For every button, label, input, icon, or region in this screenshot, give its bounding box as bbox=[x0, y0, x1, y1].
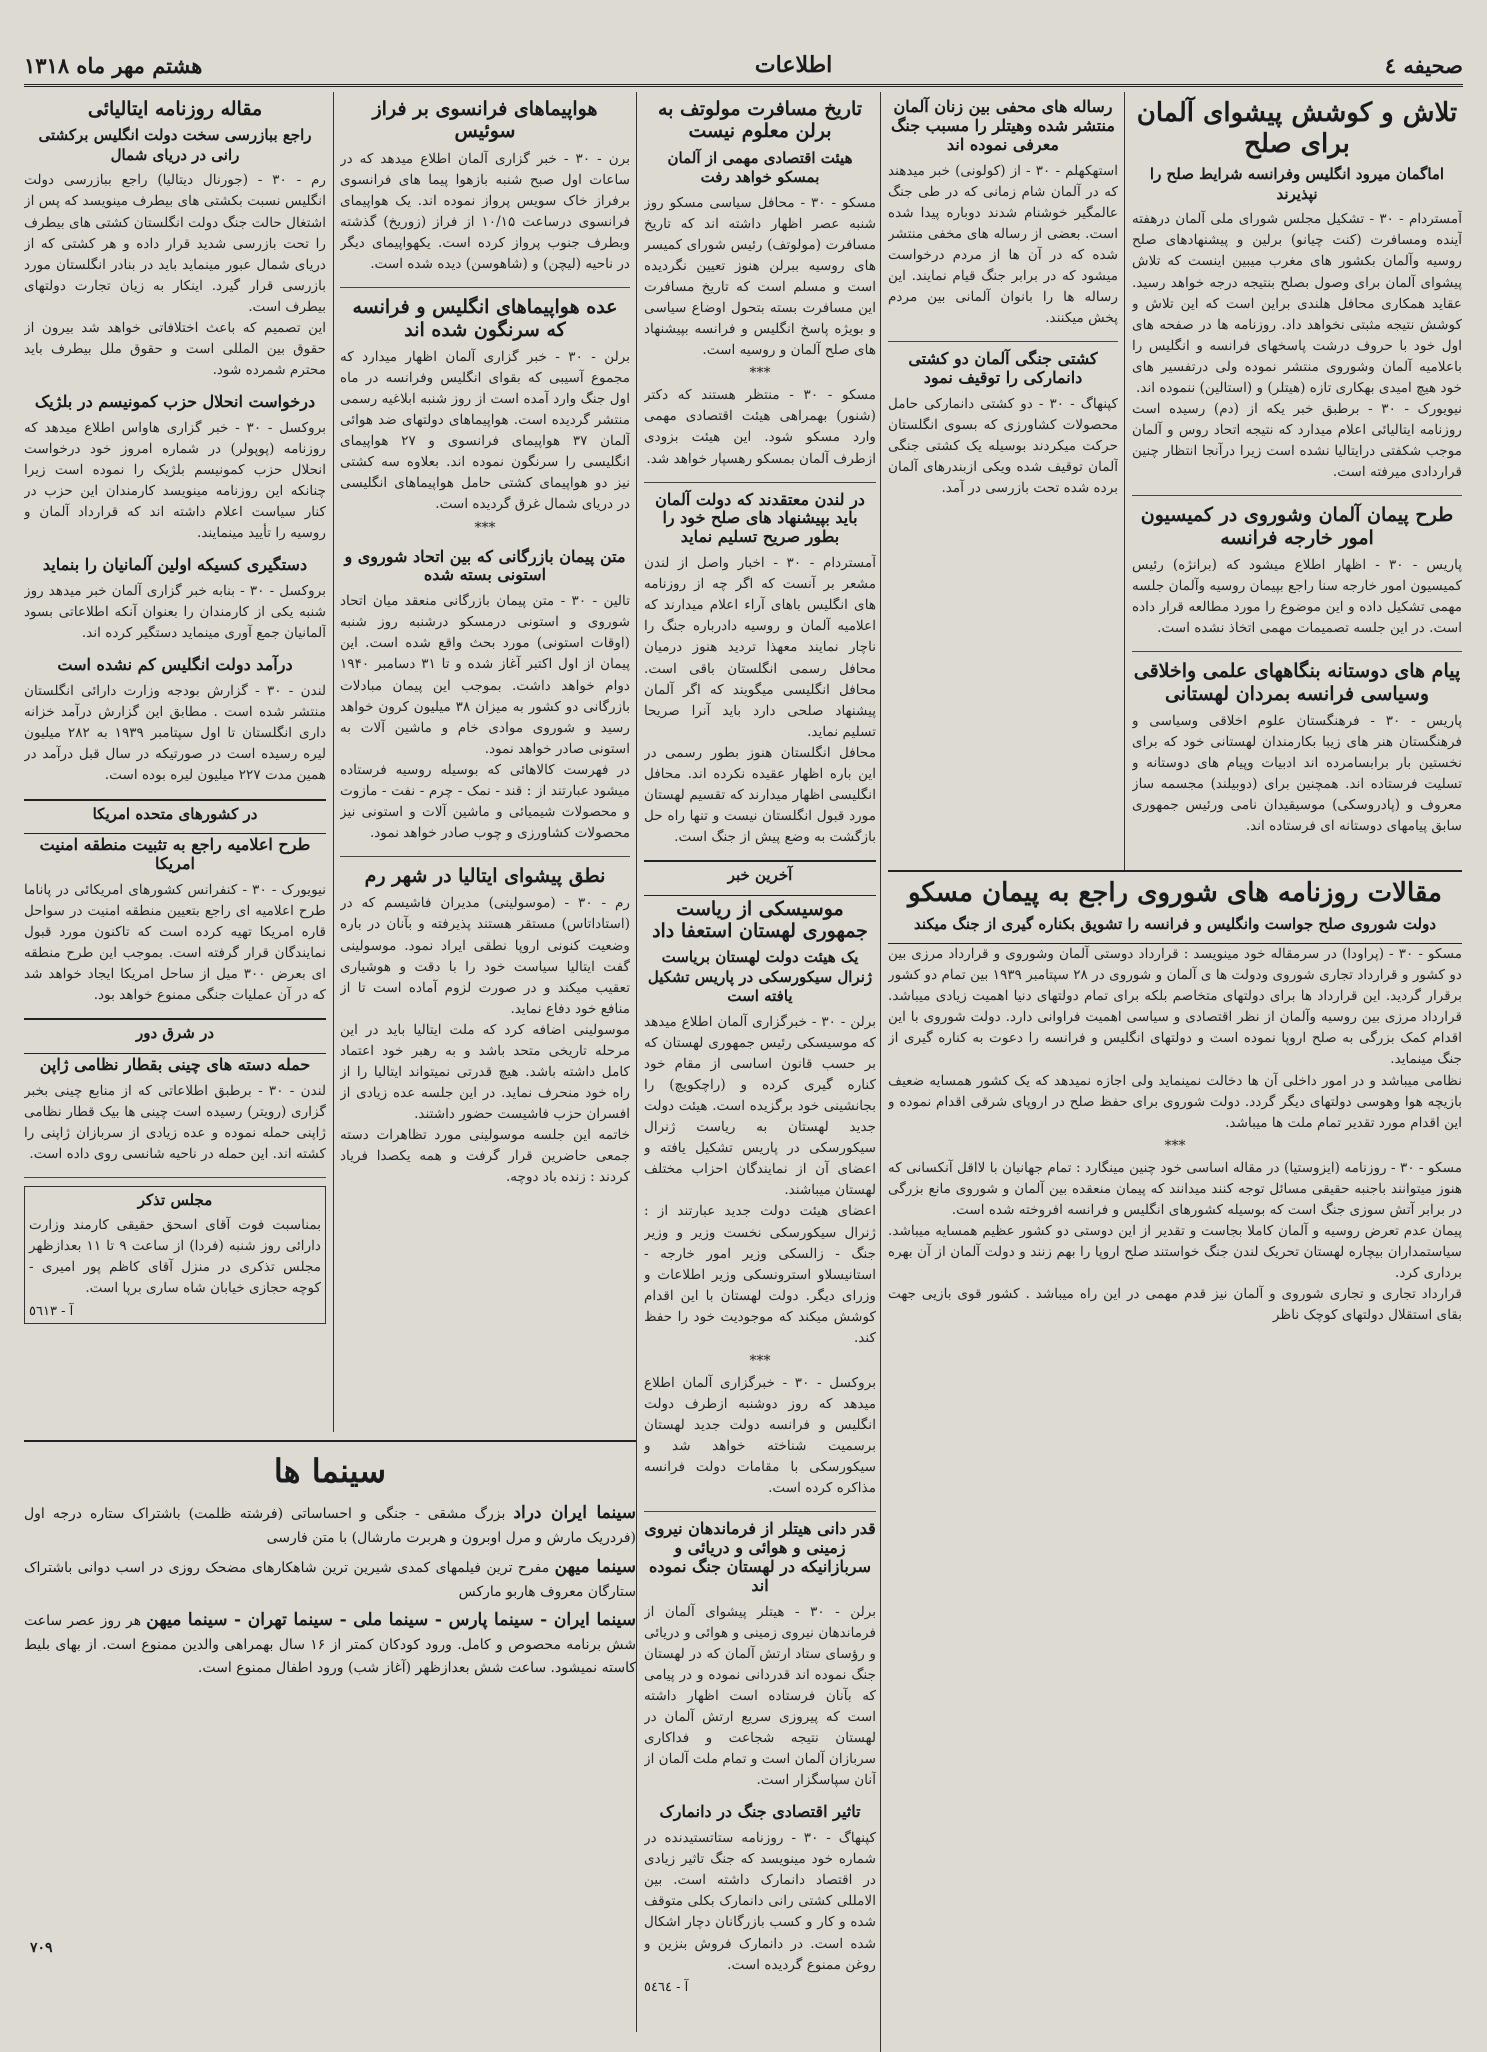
article-body: در فهرست کالاهائی که بوسیله روسیه فرستاده میشود عبارتند از : قند - نمک - چرم - نفت - مازوت و محصولات شیمیائی و ماشین آلات و استونی نیز محصولات کشاورزی و چوب صادر خواهد نمود. bbox=[340, 761, 630, 841]
headline: عده هواپیماهای انگلیس و فرانسه که سرنگون شده اند bbox=[352, 296, 618, 341]
divider bbox=[340, 287, 630, 288]
column-3 bbox=[340, 96, 630, 1431]
article-body: کپنهاگ - ۳۰ - دو کشتی دانمارکی حامل محصولات کشاورزی که بسوی انگلستان حرکت میکردند بوسیله یک کشتی جنگی آلمان توقیف شده ویکی ازبندرهای آلمان برده شده تحت بازرسی در آمد. bbox=[888, 395, 1118, 497]
article-body: نیویورک - ۳۰ - برطبق خبر یکه از (دم) رسیده است روزنامه ایتالیائی اعلام میدارد که نتیجه اتحاد روس و آلمان موجب شکفتی درایتالیا نشده است زیرا درآنجا انتظار چنین قراردادی میرفته است. bbox=[1132, 400, 1462, 481]
section-head-far-east bbox=[24, 1018, 326, 1054]
separator-stars: *** bbox=[749, 365, 771, 382]
headline: حمله دسته های چینی بقطار نظامی ژاپن bbox=[39, 1054, 311, 1074]
article-moscicki bbox=[644, 898, 876, 1500]
issue-date: هشتم مهر ماه ۱۳۱۸ bbox=[24, 52, 203, 78]
soviet-press-section bbox=[888, 870, 1462, 2020]
article-china-attack bbox=[24, 1056, 326, 1165]
article-body: برن - ۳۰ - خبر گزاری آلمان اطلاع میدهد که در ساعات اول صبح شنبه بازهوا پیما های فرانسوی برفراز خاک سویس پرواز نموده اند. یک هواپیمای فرانسوی درساعت ۱۰/۱۵ از فراز (زوریخ) گذشته وبطرف جنوب پرواز کرده است. یکهواپیمای دیگر در ناحیه (لیچن) و (شاهوسن) دیده شده است. bbox=[340, 150, 630, 273]
subheadline: هیئت اقتصادی مهمی از آلمان بمسکو خواهد رفت bbox=[667, 148, 853, 187]
cinema-listing bbox=[24, 1554, 636, 1604]
article-planes-downed bbox=[340, 296, 630, 535]
article-body: لندن - ۳۰ - برطبق اطلاعاتی که از منابع چینی بخبر گزاری (رویتر) رسیده است چینی ها بیک قطار نظامی ژاپنی حمله نموده و عده زیادی از سربازان ژاپنی را کشته اند. این حمله در ناحیه شانسی روی داده است. bbox=[24, 1082, 326, 1162]
subheadline: دولت شوروی صلح جواست وانگلیس و فرانسه را تشویق بکناره گیری از جنگ میکند bbox=[913, 914, 1437, 933]
latest-news-title: آخرین خبر bbox=[727, 866, 793, 885]
cinema-name: سینما ایران دراد bbox=[513, 1503, 636, 1523]
headline: مقالات روزنامه های شوروی راجع به پیمان مسکو bbox=[908, 878, 1442, 908]
divider bbox=[644, 482, 876, 483]
section-head-usa bbox=[24, 799, 326, 835]
article-french-planes bbox=[340, 98, 630, 275]
article-body: پیمان عدم تعرض روسیه و آلمان کاملا بجاست و تقدیر از این دوستی دو کشور عظیم همسایه میباشد. سیاستمداران بیچاره لهستان تحریک لندن جنگ خواستند صلح اروپا را بهم زنند و دولت آلمان از آن بهره برداری کرد. bbox=[888, 1222, 1462, 1282]
column-2 bbox=[644, 96, 876, 2026]
cinema-description: مفرح ترین فیلمهای کمدی شیرین ترین شاهکارهای مضحک روزی در اسب دوانی باشتراک ستارگان معروف هاربو مارکس bbox=[24, 1559, 636, 1600]
article-body: برلن - ۳۰ - هیتلر پیشوای آلمان از فرماندهان نیروی زمینی و هوائی و دریائی و رؤسای ستاد ارتش آلمان که در لهستان جنگ نموده اند قدردانی نموده و در پیامی که بآنان فرستاده است اظهار داشته است که پیروزی سریع ارتش آلمان در لهستان نتیجه شجاعت و فداکاری سربازان آلمان است و تمام ملت آلمان از آنان سپاسگزار است. bbox=[644, 1603, 876, 1789]
headline: نطق پیشوای ایتالیا در شهر رم bbox=[364, 865, 606, 887]
headline: تاثیر اقتصادی جنگ در دانمارک bbox=[659, 1802, 861, 1822]
article-body: موسولینی اضافه کرد که ملت ایتالیا باید در این مرحله تاریخی متحد باشد و به رهبر خود اعتماد کامل داشته باشد. هیچ قدرتی نمیتواند ایتالیا را از راه خود منحرف نماید. در این جلسه عده زیادی از افسران حزب فاشیست حضور داشتند. bbox=[340, 1021, 630, 1123]
article-body: مسکو - ۳۰ - روزنامه (ایزوستیا) در مقاله اساسی خود چنین مینگارد : تمام جهانیان با لااقل آنکسانی که هنوز میتوانند باجنبه حقیقی مسائل توجه کنند میدانند که پیمان منعقده بین آلمان و شوروی مانع بزرگی در برابر آتش سوزی جنگ است که بوسیله کشورهای انگلیس و فرانسه افروخته شده است. bbox=[888, 1159, 1462, 1218]
article-body: بروکسل - ۳۰ - خبرگزاری آلمان اطلاع میدهد که روز دوشنبه ازطرف دولت انگلیس و فرانسه دولت جدید لهستان برسمیت شناخته خواهد شد و سیکورسکی با مقامات دولت فرانسه مذاکره کرده است. bbox=[644, 1374, 876, 1497]
headline: پیام های دوستانه بنگاههای علمی واخلاقی وسیاسی فرانسه بمردان لهستانی bbox=[1133, 660, 1461, 705]
paper-name: اطلاعات bbox=[754, 52, 833, 78]
article-body: مسکو - ۳۰ - محافل سیاسی مسکو روز شنبه عصر اظهار داشته اند که تاریخ مسافرت (مولوتف) رئیس شورای کمیسر های روسیه ببرلن هنوز تعیین نگردیده است و مسلم است که تاریخ مسافرت این مسافرت بسته بتحول اوضاع سیاسی و بویژه پاسخ انگلیس و فرانسه بپیشنهاد های صلح آلمان و روسیه است. bbox=[644, 194, 876, 359]
subheadline: راجع ببازرسی سخت دولت انگلیس برکشتی رانی در دریای شمال bbox=[38, 126, 312, 164]
headline: درخواست انحلال حزب کمونیسم در بلژیک bbox=[34, 392, 316, 412]
article-pamphlets bbox=[888, 98, 1118, 329]
article-body: اعضای هیئت دولت جدید عبارتند از : ژنرال سیکورسکی نخست وزیر و وزیر جنگ - زالسکی وزیر امور خارجه - استانیسلاو استرونسکی وزیر اطلاعات و وزرای دیگر. دولت لهستان با این اقدام کوشش میکند که موجودیت خود را حفظ کند. bbox=[644, 1203, 876, 1346]
article-body: بروکسل - ۳۰ - خبر گزاری هاواس اطلاع میدهد که روزنامه (پوپولر) در شماره امروز خود درخواست انحلال حزب کمونیسم بلژیک را نموده است زیرا چنانکه این روزنامه مینویسد کارمندان این حزب در کنار سیاست اعلام داشته اند که قرارداد آلمان و روسیه را تأیید مینمایند. bbox=[24, 419, 326, 542]
article-hitler-thanks bbox=[644, 1520, 876, 1791]
article-body: نیویورک - ۳۰ - کنفرانس کشورهای امریکائی در پاناما طرح اعلامیه ای راجع بتعیین منطقه امنیت در سواحل قاره امریکا تهیه کرده است که تاکنون مورد قبول نمایندگان قرار گرفته است. بموجب این طرح منطقه ای بعرض ۳۰۰ میل از ساحل امریکا ایجاد خواهد شد که در آن عملیات جنگی ممنوع خواهد بود. bbox=[24, 881, 326, 1004]
section-head bbox=[888, 870, 1462, 944]
cinema-name: سینما ایران - سینما پارس - سینما ملی - سینما تهران - سینما میهن bbox=[146, 1610, 636, 1631]
article-body: کپنهاگ - ۳۰ - روزنامه ستاتستیدنده در شماره خود مینویسد که جنگ تاثیر زیادی در اقتصاد دانمارک داشته است. بین الامللی کشتی رانی دانمارک بکلی متوقف شده و کار و کسب بازرگانان دچار اشکال شده است. در دانمارک فروش بنزین و روغن ممنوع گردیده است. bbox=[644, 1830, 876, 1973]
headline: دستگیری کسیکه اولین آلمانیان را بنماید bbox=[42, 555, 308, 575]
divider bbox=[340, 856, 630, 857]
column-4 bbox=[24, 96, 326, 1431]
headline: کشتی جنگی آلمان دو کشتی دانمارکی را توقیف نمود bbox=[908, 349, 1098, 387]
article-uk-revenue bbox=[24, 656, 326, 786]
page-number: صحیفه ٤ bbox=[1384, 52, 1463, 78]
headline: تاریخ مسافرت مولوتف به برلن معلوم نیست bbox=[657, 98, 863, 143]
article-estonia-trade bbox=[340, 548, 630, 845]
section-title: در شرق دور bbox=[135, 1024, 215, 1043]
headline: در لندن معتقدند که دولت آلمان باید بپیشنهاد های صلح خود را بطور صریح تسلیم نماید bbox=[655, 489, 865, 547]
section-title: در کشورهای متحده امریکا bbox=[92, 804, 258, 823]
article-london bbox=[644, 491, 876, 849]
ad-code: آ - ٥٦١٣ bbox=[29, 1303, 74, 1319]
article-body: پاریس - ۳۰ - اظهار اطلاع میشود که (برانژه) رئیس کمیسیون امور خارجه سنا راجع بپیمان روسیه وآلمان جلسه مهمی تشکیل داده و این موضوع را مورد مطالعه قرار داده است. در این جلسه تصمیمات مهمی اتخاذ نشده است. bbox=[1132, 556, 1462, 637]
article-body: آمستردام - ۳۰ - تشکیل مجلس شورای ملی آلمان درهفته آینده ومسافرت (کنت چیانو) برلین و پیشنهادهای صلح روسیه وآلمان بکشور های مغرب میبین اینست که تلاش پیشوای آلمان برای وصول بصلح بنتیجه درجه خواهد رسید. عقاید همکاری محافل هلندی براین است که این تلاش و کوشش نتیجه مثبتی نخواهد داد. روزنامه ها در صفحه های اول خود با حروف درشت پاسخهای فرانسه و انگلیس را باعلامیه آلمان وشوروی منتشر نموده ولی درتفسیر های خود هیچ امیدی بهکاری تازه (هیتلر) و (استالین) ننموده اند. bbox=[1132, 211, 1462, 396]
divider bbox=[1132, 495, 1462, 496]
ad-code: آ - ٥٤٦٤ bbox=[644, 1979, 689, 1995]
article-body: آمستردام - ۳۰ - اخبار واصل از لندن مشعر بر آنست که اگر چه از روزنامه های انگلیس باهای آراء اعلام میدارند که اعلامیه آلمان و روسیه دادرباره جنگ را ناچار نمایند معهذا تردید هنوز درمیان محافل رسمی انگلستان باقی است. محافل انگلیسی میگویند که اگر آلمان پیشنهاد صلحی دارد باید آنرا صریحا تسلیم نماید. bbox=[644, 555, 876, 740]
article-body: برلن - ۳۰ - خبر گزاری آلمان اظهار میدارد که مجموع آسیبی که بقوای انگلیس وفرانسه در ماه اول جنگ وارد آمده است از روز شنبه ابلاغیه رسمی منتشر گردیده است. هواپیماهای دولتهای ضد هوائی آلمان ۳۷ هواپیمای فرانسوی و ۲۷ هواپیمای انگلیسی را سرنگون نموده اند. بعلاوه سه کشتی نیز دو هواپیمای کشتی حامل هواپیماهای انگلیسی در دریای شمال غرق گردیده است. bbox=[340, 349, 630, 513]
subheadline: یک هیئت دولت لهستان بریاست ژنرال سیکورسکی در پاریس تشکیل یافته است bbox=[647, 948, 873, 1006]
notice-title: مجلس تذکر bbox=[137, 1190, 213, 1209]
subheadline: اماگمان میرود انگلیس وفرانسه شرایط صلح را نپذیرند bbox=[1149, 165, 1445, 203]
article-body: تالین - ۳۰ - متن پیمان بازرگانی منعقد میان اتحاد شوروی و استونی درمسکو درشنبه روز شنبه (اوقات استونی) مورد بحث واقع شده است. این پیمان از اول اکتبر آغاز شده و تا ۳۱ دسامبر ۱۹۴۰ دوام خواهد داشت. بموجب این پیمان مبادلات بازرگانی دو کشور به میزان ۳۸ میلیون کرون خواهد رسید و شوروی موادی خام و ماشین آلات به استونی صادر خواهد نمود. bbox=[340, 593, 630, 757]
cinema-section-title: سینما ها bbox=[273, 1452, 387, 1490]
column-rule bbox=[636, 92, 637, 2032]
article-body: مسکو - ۳۰ - (پراودا) در سرمقاله خود مینویسد : قرارداد دوستی آلمان وشوروی و قرارداد مرزی بین دو کشور و قرارداد تجاری شوروی ودولت ها ی آلمان و شوروی در ۲۸ سپتامبر ۱۹۳۹ بین تمام دو کشور برقرار گردید. این قرارداد ها برای دولتهای متخاصم بلکه برای تمام دولتهای دنیا اهمیت زیادی میباشد. قرارداد مرزی بین روسیه وآلمان از نظر اقتصادی و سیاسی اهمیت فراوانی دارد. دولت شوروی با این اقدام کمک بزرگی به صلح اروپا نموده است و دولتهای انگلیس و فرانسه را دعوت به کناره گیری از جنگ مینماید. bbox=[888, 946, 1462, 1068]
separator-stars: *** bbox=[749, 1352, 771, 1369]
headline: مقاله روزنامه ایتالیائی bbox=[87, 98, 263, 120]
masthead bbox=[24, 52, 1463, 87]
footer-number: ۷۰۹ bbox=[30, 1940, 53, 1956]
headline: متن پیمان بازرگانی که بین اتحاد شوروی و استونی بسته شده bbox=[344, 546, 626, 585]
article-body: بروکسل - ۳۰ - بنابه خبر گزاری آلمان خبر میدهد روز شنبه یکی از کارمندان را بعنوان آنکه اطلاعاتی بسود آلمانیان جمع آوری مینماید دستگیر کرده اند. bbox=[24, 583, 326, 642]
article-body: برلن - ۳۰ - خبرگزاری آلمان اطلاع میدهد که موسیسکی رئیس جمهوری لهستان که بر حسب قانون اساسی از مقام خود کناره گیری کرده و (راچکویچ) را بجانشینی خود برگزیده است. هیئت دولت جدید لهستان به ریاست ژنرال سیکورسکی در پاریس تشکیل یافته و اعضای آن از نمایندگان احزاب مختلف لهستان میباشند. bbox=[644, 1013, 876, 1199]
divider bbox=[644, 1511, 876, 1512]
column-rule bbox=[880, 92, 881, 2052]
article-body: نظامی میباشد و در امور داخلی آن ها دخالت نمینماید ولی اجازه نمیدهد که یک کشور همسایه ضعیف بازیچه هوا وهوسی دولتهای دیگر گردد. دولت شوروی برای حفظ صلح در اروپای شرقی اقدام نموده و این اقدام مورد تقدیر تمام ملت ها میباشد. bbox=[888, 1072, 1462, 1131]
separator-stars: *** bbox=[1164, 1137, 1186, 1154]
article-denmark-economy bbox=[644, 1803, 876, 1994]
headline: طرح پیمان آلمان وشوروی در کمیسیون امور خارجه فرانسه bbox=[1140, 504, 1454, 549]
article-body: رم - ۳۰ - (جورنال دیتالیا) راجع ببازرسی دولت انگلیس نسبت بکشتی های بیطرف مینویسد که پس از اشتغال حالت جنگ دولت انگلستان کشتی های بیطرف را تحت بازرسی شدید قرار داده و هر کشتی که از دریای شمال عبور مینماید باید در بنادر انگلستان مورد بازرسی قرار گیرد. اینکار به زیان تجارت دولتهای بیطرف است. bbox=[24, 172, 326, 315]
headline: رساله های محفی بین زنان آلمان منتشر شده وهیتلر را مسبب جنگ معرفی نموده اند bbox=[891, 97, 1115, 154]
headline: تلاش و کوشش پیشوای آلمان برای صلح bbox=[1136, 98, 1458, 159]
article-mussolini-speech bbox=[340, 865, 630, 1188]
column-rule bbox=[333, 92, 334, 1432]
article-arrest bbox=[24, 556, 326, 644]
article-body: پاریس - ۳۰ - فرهنگستان علوم اخلاقی وسیاسی و فرهنگستان هنر های زیبا بکارمندان لهستانی خود که برای نخستین بار برابسامرده اند ادبیات وپیام های دوستانه و تسلیت فرستاده اند. همچنین برای (دوبیلند) مجسمه ساز معروف و (پادروسکی) موسیقیدان نامی ورئیس جمهوری سابق پیامهای دوستانه ای فرستاده اند. bbox=[1132, 713, 1462, 835]
article-molotov bbox=[644, 98, 876, 470]
headline: قدر دانی هیتلر از فرماندهان نیروی زمینی و هوائی و دریائی و سربازانیکه در لهستان جنگ نموده اند bbox=[644, 1519, 876, 1595]
article-hitler-peace bbox=[1132, 98, 1462, 483]
cinema-name: سینما میهن bbox=[554, 1556, 636, 1577]
divider bbox=[1132, 651, 1462, 652]
cinema-listings bbox=[24, 1440, 636, 1934]
separator-stars: *** bbox=[474, 519, 496, 536]
article-america-zone bbox=[24, 836, 326, 1006]
headline: طرح اعلامیه راجع به تثبیت منطقه امنیت امریکا bbox=[39, 835, 311, 873]
article-body: رم - ۳۰ - (موسولینی) مدیران فاشیسم که در (استاداتاس) مستقر هستند پذیرفته و بآنان در باره وضعیت کنونی اروپا نطقی ایراد نمود. موسولینی گفت ایتالیا سیاست خود را با دقت و هوشیاری تعقیب میکند و در صورت لزوم آماده است تا از منافع خود دفاع نماید. bbox=[340, 895, 630, 1017]
cinema-listing bbox=[24, 1500, 636, 1550]
article-italian-paper bbox=[24, 98, 326, 381]
divider bbox=[888, 341, 1118, 342]
cinema-description: بزرگ مشقی - جنگی و احساساتی (فرشته ظلمت) باشتراک ستاره درجه اول (فردریک مارش و مرل اوبرون و هربرت مارشال) با متن فارسی bbox=[24, 1506, 636, 1547]
article-body: خاتمه این جلسه موسولینی مورد تظاهرات دسته جمعی حاضرین قرار گرفت و همه یکصدا فریاد کردند : زنده باد دوچه. bbox=[340, 1127, 630, 1186]
article-french-messages bbox=[1132, 660, 1462, 837]
headline: هواپیماهای فرانسوی بر فراز سوئیس bbox=[372, 98, 598, 143]
article-body: قرارداد تجاری و تجاری شوروی و آلمان نیز قدم مهمی در این راه میباشد . کشور قوی بازیی جهت بقای استقلال دولتهای کوچک ناظر bbox=[888, 1286, 1462, 1324]
memorial-notice bbox=[24, 1186, 326, 1324]
notice-body: بمناسبت فوت آقای اسحق حقیقی کارمند وزارت دارائی روز شنبه (فردا) از ساعت ۹ تا ۱۱ بعدازظهر مجلس تذکری در منزل آقای کاظم پور امیری - کوچه حجازی خیابان شاه ساری برپا است. bbox=[29, 1217, 321, 1297]
article-body: استهکهلم - ۳۰ - از (کولونی) خبر میدهند که در آلمان شام زمانی که در طی جنگ عالمگیر خوشنام شدند دوباره پیدا شده است. بعضی از رساله های مخفی منتشر شده که در آن ها از مردم درخواست میشود که در برابر جنگ قیام نمایند. این رساله ها را بانوان آلمانی بین مردم پخش میکنند. bbox=[888, 162, 1118, 327]
article-body: لندن - ۳۰ - گزارش بودجه وزارت دارائی انگلستان منتشر شده است . مطابق این گزارش درآمد خزانه داری انگلستان تا اول سپتامبر ۱۹۳۹ به ۲۸۲ میلیون لیره رسیده است در صورتیکه در سال قبل درآمد در همین مدت ۲۲۷ میلیون لیره بوده است. bbox=[24, 683, 326, 784]
cinema-listing bbox=[24, 1607, 636, 1679]
cinema-description: هر روز عصر ساعت شش برنامه محصوص و کامل. ورود کودکان کمتر از ۱۶ سال بهمراهی والدین ممنوع است. از بهای بلیط کاسته نمیشود. ساعت شش بعدازظهر (آغاز شب) ورود اطفال ممنوع است. bbox=[24, 1613, 636, 1676]
article-body: مسکو - ۳۰ - منتظر هستند که دکتر (شنور) بهمراهی هیئت اقتصادی مهمی وارد مسکو شود. این هیئت بزودی ازطرف آلمان بمسکو رهسپار خواهد شد. bbox=[644, 387, 876, 467]
divider bbox=[24, 1177, 326, 1178]
article-body: این تصمیم که باعث اختلافاتی خواهد شد بیرون از حقوق بین المللی است و حقوق ملل بیطرف باید محترم شمرده شود. bbox=[24, 319, 326, 378]
article-pact-commission bbox=[1132, 504, 1462, 639]
headline: درآمد دولت انگلیس کم نشده است bbox=[57, 655, 293, 675]
article-danish-ships bbox=[888, 350, 1118, 499]
article-belgium-communists bbox=[24, 393, 326, 544]
headline: موسیسکی از ریاست جمهوری لهستان استعفا داد bbox=[652, 897, 868, 942]
article-body: محافل انگلستان هنوز بطور رسمی در این باره اظهار عقیده نکرده اند. محافل انگلیسی اظهار میدارند که تقسیم لهستان مورد قبول انگلستان نیست و تنها راه حل بازگشت به وضع پیش از جنگ است. bbox=[644, 744, 876, 845]
latest-news-label bbox=[644, 860, 876, 896]
